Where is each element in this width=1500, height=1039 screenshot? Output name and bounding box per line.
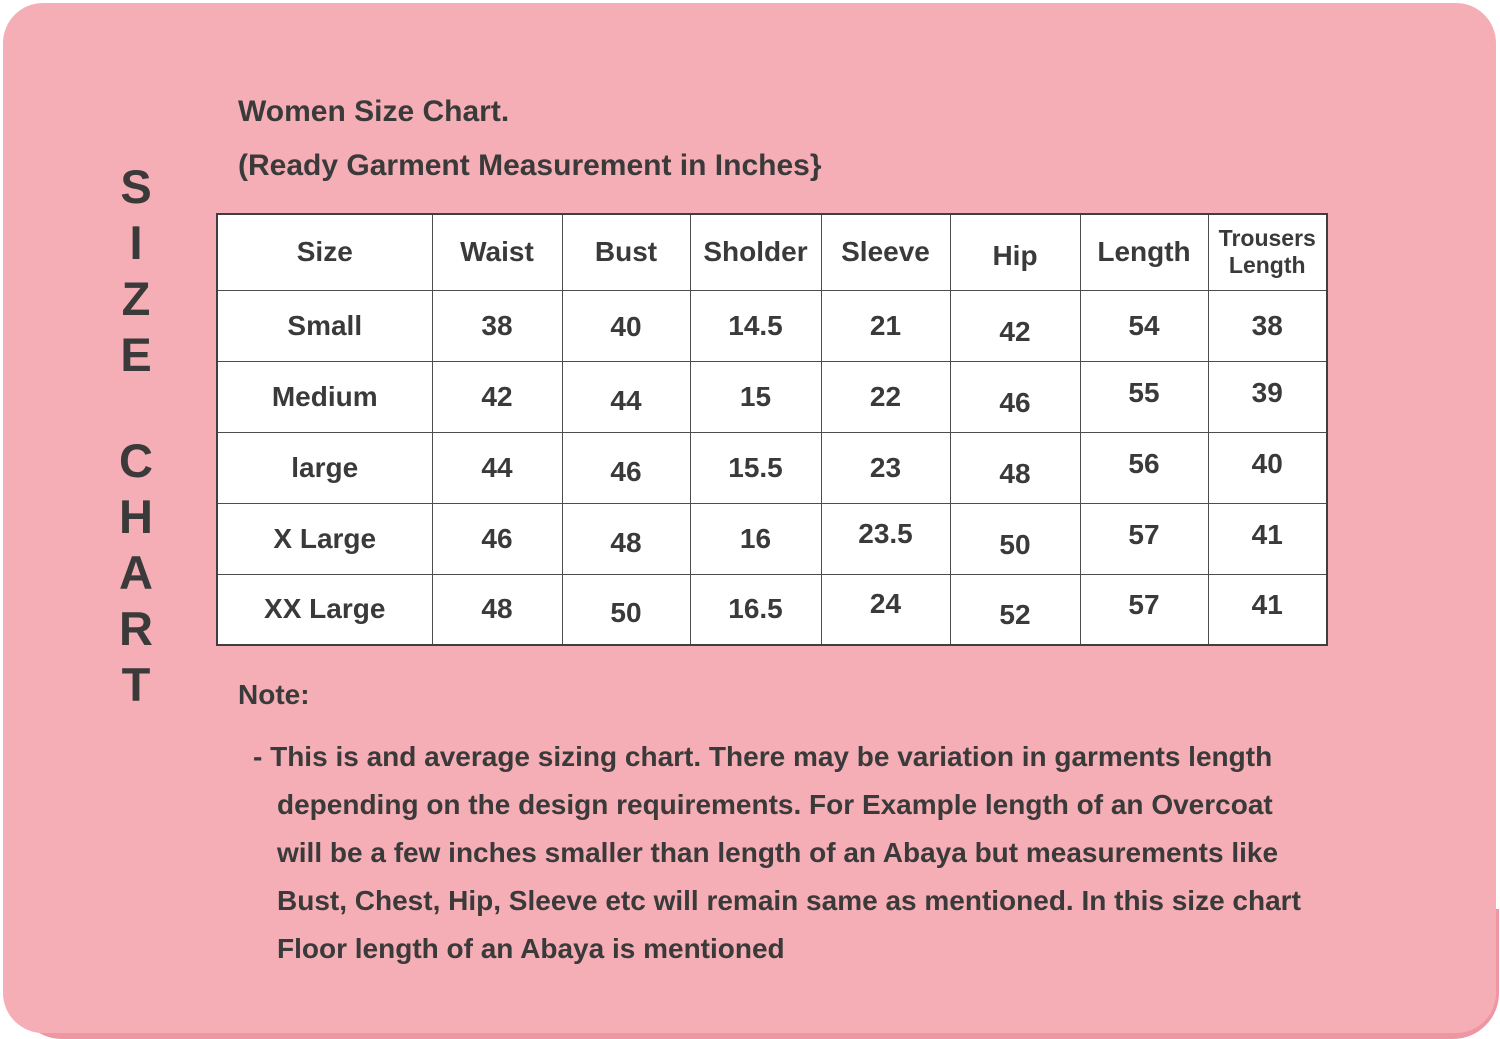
column-header-trousers-length: Trousers Length	[1208, 214, 1327, 290]
table-cell	[821, 361, 950, 432]
cell-value: 50	[999, 528, 1031, 560]
table-cell	[690, 290, 821, 361]
table-cell	[562, 290, 690, 361]
table-cell	[950, 574, 1080, 645]
vertical-letter: I	[129, 216, 143, 269]
table-cell	[821, 503, 950, 574]
cell-value: 54	[1128, 309, 1160, 341]
column-header-bust: Bust	[562, 214, 690, 290]
cell-value: 44	[610, 384, 642, 416]
cell-value: Small	[287, 309, 363, 341]
cell-value: 16	[739, 522, 772, 554]
cell-value: 40	[610, 310, 642, 342]
table-row	[217, 432, 1327, 503]
cell-value: 38	[481, 309, 513, 341]
note-section	[238, 679, 1378, 973]
note-text	[238, 733, 1378, 973]
table-cell	[432, 361, 562, 432]
cell-value: 44	[481, 451, 513, 483]
cell-value: 48	[481, 593, 513, 625]
table-cell	[950, 503, 1080, 574]
cell-value: 57	[1128, 518, 1160, 550]
table-cell	[1080, 361, 1208, 432]
vertical-letter: H	[119, 490, 153, 543]
header-row	[217, 214, 1327, 290]
cell-value: 57	[1128, 589, 1160, 621]
table-cell	[1208, 574, 1327, 645]
cell-value: 24	[869, 588, 902, 620]
size-row-label	[217, 361, 432, 432]
table-cell	[1208, 290, 1327, 361]
table-body	[217, 290, 1327, 645]
table-cell	[432, 503, 562, 574]
cell-value: 56	[1128, 447, 1160, 479]
cell-value: 22	[869, 380, 902, 412]
chart-subtitle: (Ready Garment Measurement in Inches}	[238, 149, 822, 182]
table-cell	[690, 432, 821, 503]
table-cell	[690, 361, 821, 432]
table-row	[217, 361, 1327, 432]
chart-title: Women Size Chart.	[238, 95, 510, 128]
cell-value: 41	[1251, 518, 1283, 550]
cell-value: 48	[999, 457, 1031, 489]
side-word-chart	[106, 433, 166, 713]
pink-card	[3, 3, 1496, 1033]
note-line: Floor length of an Abaya is mentioned	[277, 933, 785, 964]
cell-value: 15.5	[728, 451, 783, 483]
table-cell	[950, 432, 1080, 503]
cell-value: X Large	[273, 522, 377, 554]
table-row	[217, 503, 1327, 574]
cell-value: 39	[1251, 376, 1283, 408]
vertical-letter: A	[119, 546, 153, 599]
table-cell	[950, 361, 1080, 432]
table-cell	[562, 574, 690, 645]
note-line: Bust, Chest, Hip, Sleeve etc will remain same as mentioned. In this size chart	[277, 885, 1301, 916]
table-cell	[562, 432, 690, 503]
table-cell	[821, 290, 950, 361]
note-line: - This is and average sizing chart. There may be variation in garments length	[253, 741, 1273, 772]
column-header-length: Length	[1080, 214, 1208, 290]
size-row-label	[217, 503, 432, 574]
vertical-letter: R	[119, 602, 153, 655]
table-cell	[432, 290, 562, 361]
cell-value: 38	[1251, 309, 1283, 341]
column-header-hip: Hip	[950, 214, 1080, 290]
cell-value: 14.5	[728, 309, 783, 341]
cell-value: 16.5	[728, 593, 783, 625]
vertical-size-chart-label	[106, 159, 166, 713]
size-row-label	[217, 574, 432, 645]
table-cell	[562, 361, 690, 432]
cell-value: 23.5	[858, 517, 913, 549]
vertical-letter: S	[120, 160, 152, 213]
cell-value: 46	[999, 386, 1031, 418]
table-cell	[432, 574, 562, 645]
cell-value: large	[291, 451, 359, 483]
note-line: will be a few inches smaller than length of an Abaya but measurements like	[277, 837, 1279, 868]
table-cell	[432, 432, 562, 503]
table-cell	[821, 574, 950, 645]
cell-value: XX Large	[264, 593, 386, 625]
table-cell	[1080, 503, 1208, 574]
table-cell	[1208, 361, 1327, 432]
cell-value: 46	[610, 455, 642, 487]
cell-value: 48	[610, 526, 642, 558]
size-row-label	[217, 432, 432, 503]
note-line: depending on the design requirements. For Example length of an Overcoat	[277, 789, 1273, 820]
column-header-size: Size	[217, 214, 432, 290]
column-header-waist: Waist	[432, 214, 562, 290]
column-header-sholder: Sholder	[690, 214, 821, 290]
cell-value: 55	[1128, 376, 1160, 408]
cell-value: 15	[739, 380, 772, 412]
table-cell	[1208, 503, 1327, 574]
column-header-sleeve: Sleeve	[821, 214, 950, 290]
side-word-size	[106, 159, 166, 383]
vertical-letter: E	[120, 328, 152, 381]
cell-value: Medium	[271, 380, 378, 412]
table-cell	[950, 290, 1080, 361]
cell-value: 21	[869, 309, 902, 341]
vertical-letter: Z	[121, 272, 151, 325]
table-cell	[1080, 574, 1208, 645]
vertical-letter: C	[119, 434, 153, 487]
size-table	[216, 213, 1328, 646]
table-cell	[821, 432, 950, 503]
cell-value: 50	[610, 597, 642, 629]
cell-value: 41	[1251, 589, 1283, 621]
table-header	[217, 214, 1327, 290]
vertical-letter: T	[121, 658, 151, 711]
cell-value: 40	[1251, 447, 1283, 479]
table-row	[217, 574, 1327, 645]
cell-value: 52	[999, 599, 1031, 631]
cell-value: 42	[481, 380, 513, 412]
table-cell	[1080, 432, 1208, 503]
cell-value: 42	[999, 315, 1031, 347]
table-cell	[690, 574, 821, 645]
table-row	[217, 290, 1327, 361]
table-cell	[562, 503, 690, 574]
note-label: Note:	[238, 679, 310, 710]
cell-value: 23	[869, 451, 902, 483]
table-cell	[1080, 290, 1208, 361]
table-cell	[1208, 432, 1327, 503]
cell-value: 46	[481, 522, 513, 554]
table-cell	[690, 503, 821, 574]
size-row-label	[217, 290, 432, 361]
